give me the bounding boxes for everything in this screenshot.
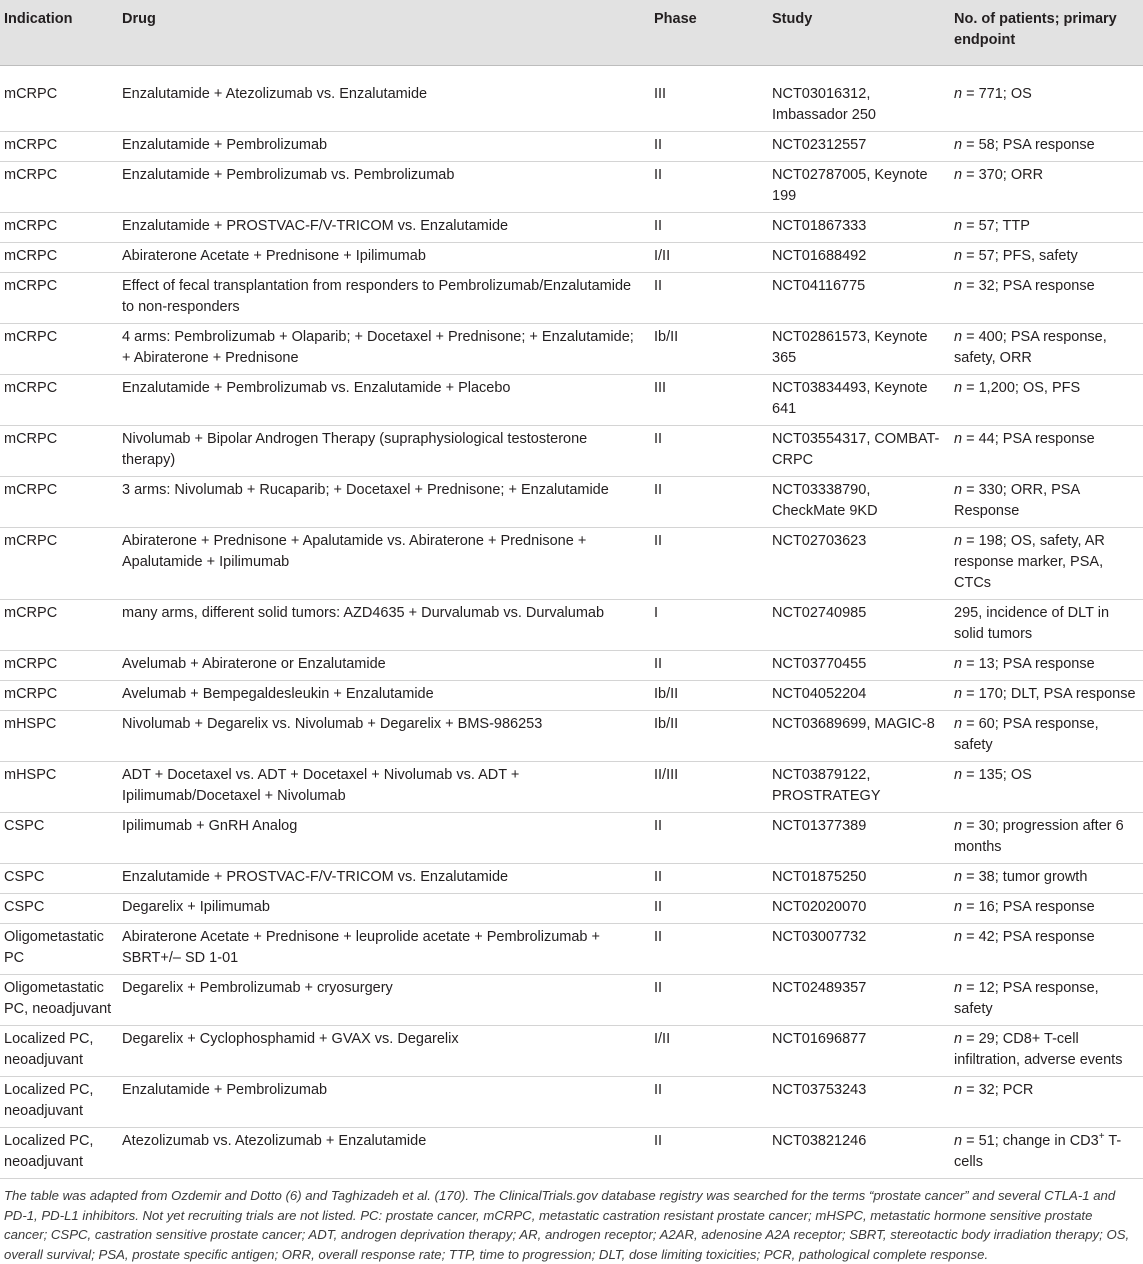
endpoint-text: = 51; change in CD3 [962, 1133, 1099, 1149]
cell-indication: mCRPC [0, 477, 118, 528]
patient-count-symbol: n [954, 716, 963, 732]
patient-count-symbol: n [954, 980, 963, 996]
cell-indication: mCRPC [0, 162, 118, 213]
cell-study: NCT03821246 [768, 1128, 950, 1179]
patient-count-symbol: n [954, 329, 963, 345]
table-row [0, 762, 1143, 813]
table-row [0, 711, 1143, 762]
table-row [0, 1077, 1143, 1128]
patient-count-symbol: n [954, 533, 963, 549]
cell-patients-endpoint [950, 162, 1143, 213]
cell-patients-endpoint [950, 711, 1143, 762]
cell-study: NCT02787005, Keynote 199 [768, 162, 950, 213]
table-row [0, 66, 1143, 132]
cell-patients-endpoint [950, 1077, 1143, 1128]
cell-patients-endpoint [950, 762, 1143, 813]
endpoint-text: = 38; tumor growth [962, 869, 1088, 885]
cell-phase: III [650, 375, 768, 426]
cell-study: NCT03554317, COMBAT-CRPC [768, 426, 950, 477]
table-row [0, 162, 1143, 213]
cell-phase: II/III [650, 762, 768, 813]
cell-drug: Degarelix + Ipilimumab [118, 894, 650, 924]
patient-count-symbol: n [954, 929, 963, 945]
cell-patients-endpoint [950, 213, 1143, 243]
endpoint-text: = 170; DLT, PSA response [962, 686, 1136, 702]
endpoint-text: = 198; OS, safety, AR response marker, PSA, CTCs [954, 533, 1105, 591]
cell-drug: Ipilimumab + GnRH Analog [118, 813, 650, 864]
cell-phase: II [650, 213, 768, 243]
cell-study: NCT01688492 [768, 243, 950, 273]
cell-patients-endpoint [950, 864, 1143, 894]
endpoint-text: = 42; PSA response [962, 929, 1095, 945]
table-row [0, 528, 1143, 600]
cell-study: NCT02740985 [768, 600, 950, 651]
cell-study: NCT03834493, Keynote 641 [768, 375, 950, 426]
table-row [0, 132, 1143, 162]
cell-patients-endpoint [950, 1128, 1143, 1179]
table-row [0, 681, 1143, 711]
cell-phase: II [650, 162, 768, 213]
cell-indication: mCRPC [0, 324, 118, 375]
endpoint-text: = 60; PSA response, safety [954, 716, 1099, 753]
cell-phase: II [650, 1077, 768, 1128]
endpoint-text: = 58; PSA response [962, 137, 1095, 153]
cell-study: NCT04116775 [768, 273, 950, 324]
cell-indication: mCRPC [0, 681, 118, 711]
patient-count-symbol: n [954, 1031, 963, 1047]
cell-phase: I/II [650, 1026, 768, 1077]
cell-phase: I [650, 600, 768, 651]
cell-indication: mCRPC [0, 600, 118, 651]
cell-phase: II [650, 894, 768, 924]
patient-count-symbol: n [954, 656, 963, 672]
cell-drug: 3 arms: Nivolumab + Rucaparib; + Docetaxel + Prednisone; + Enzalutamide [118, 477, 650, 528]
table-row [0, 324, 1143, 375]
patient-count-symbol: n [954, 686, 963, 702]
patient-count-symbol: n [954, 431, 963, 447]
cell-study: NCT03016312, Imbassador 250 [768, 66, 950, 132]
cell-patients-endpoint [950, 651, 1143, 681]
cell-drug: Abiraterone + Prednisone + Apalutamide vs. Abiraterone + Prednisone + Apalutamide + Ipilimumab [118, 528, 650, 600]
cell-drug: Degarelix + Pembrolizumab + cryosurgery [118, 975, 650, 1026]
cell-patients-endpoint [950, 273, 1143, 324]
header-row [0, 0, 1143, 66]
table-row [0, 651, 1143, 681]
cell-drug: Enzalutamide + PROSTVAC-F/V-TRICOM vs. Enzalutamide [118, 213, 650, 243]
cell-study: NCT03753243 [768, 1077, 950, 1128]
table-row [0, 924, 1143, 975]
cell-drug: Enzalutamide + Atezolizumab vs. Enzalutamide [118, 66, 650, 132]
cell-study: NCT02861573, Keynote 365 [768, 324, 950, 375]
patient-count-symbol: n [954, 1133, 963, 1149]
cell-indication: Localized PC, neoadjuvant [0, 1128, 118, 1179]
cell-indication: mCRPC [0, 375, 118, 426]
cell-patients-endpoint [950, 243, 1143, 273]
header-indication: Indication [0, 0, 118, 66]
cell-indication: mCRPC [0, 273, 118, 324]
cell-study: NCT01377389 [768, 813, 950, 864]
table-row [0, 864, 1143, 894]
cell-phase: II [650, 528, 768, 600]
patient-count-symbol: n [954, 1082, 963, 1098]
patient-count-symbol: n [954, 380, 963, 396]
endpoint-text: = 57; TTP [962, 218, 1030, 234]
cell-phase: Ib/II [650, 711, 768, 762]
cell-drug: Effect of fecal transplantation from responders to Pembrolizumab/Enzalutamide to non-responders [118, 273, 650, 324]
table-row [0, 213, 1143, 243]
cell-indication: Oligometastatic PC, neoadjuvant [0, 975, 118, 1026]
cell-patients-endpoint [950, 924, 1143, 975]
table-row [0, 375, 1143, 426]
patient-count-symbol: n [954, 248, 963, 264]
cell-drug: Avelumab + Abiraterone or Enzalutamide [118, 651, 650, 681]
cell-patients-endpoint [950, 975, 1143, 1026]
header-drug: Drug [118, 0, 650, 66]
cell-patients-endpoint [950, 894, 1143, 924]
patient-count-symbol: n [954, 482, 963, 498]
patient-count-symbol: n [954, 767, 963, 783]
cell-study: NCT03689699, MAGIC-8 [768, 711, 950, 762]
cell-drug: Nivolumab + Bipolar Androgen Therapy (supraphysiological testosterone therapy) [118, 426, 650, 477]
cell-phase: II [650, 924, 768, 975]
cell-drug: Nivolumab + Degarelix vs. Nivolumab + Degarelix + BMS-986253 [118, 711, 650, 762]
table-row [0, 426, 1143, 477]
endpoint-text-tail: T-cells [954, 1133, 1122, 1170]
patient-count-symbol: n [954, 869, 963, 885]
cell-drug: Atezolizumab vs. Atezolizumab + Enzalutamide [118, 1128, 650, 1179]
cell-indication: mCRPC [0, 243, 118, 273]
table-row [0, 813, 1143, 864]
cell-phase: II [650, 975, 768, 1026]
patient-count-symbol: n [954, 86, 963, 102]
superscript: + [1098, 1131, 1105, 1143]
endpoint-text: = 29; CD8+ T-cell infiltration, adverse events [954, 1031, 1123, 1068]
cell-phase: II [650, 651, 768, 681]
cell-indication: mCRPC [0, 426, 118, 477]
table-row [0, 1026, 1143, 1077]
cell-phase: III [650, 66, 768, 132]
cell-indication: mHSPC [0, 762, 118, 813]
endpoint-text: = 30; progression after 6 months [954, 818, 1124, 855]
cell-phase: II [650, 813, 768, 864]
cell-phase: II [650, 477, 768, 528]
endpoint-text: = 57; PFS, safety [962, 248, 1078, 264]
cell-drug: Enzalutamide + Pembrolizumab vs. Pembrolizumab [118, 162, 650, 213]
header-phase: Phase [650, 0, 768, 66]
cell-drug: Enzalutamide + Pembrolizumab [118, 1077, 650, 1128]
cell-indication: mHSPC [0, 711, 118, 762]
patient-count-symbol: n [954, 818, 963, 834]
cell-study: NCT02703623 [768, 528, 950, 600]
cell-drug: Enzalutamide + PROSTVAC-F/V-TRICOM vs. Enzalutamide [118, 864, 650, 894]
patient-count-symbol: n [954, 218, 963, 234]
patient-count-symbol: n [954, 137, 963, 153]
cell-indication: mCRPC [0, 66, 118, 132]
endpoint-text: = 32; PSA response [962, 278, 1095, 294]
table-footnote: The table was adapted from Ozdemir and Dotto (6) and Taghizadeh et al. (170). The ClinicalTrials.gov database registry was searched for the terms “prostate cancer” and several CTLA-1 and PD-1, PD-L1 inhibitors. Not yet recruiting trials are not listed. PC: prostate cancer, mCRPC, metastatic castration resistant prostate cancer; mHSPC, metastatic hormone sensitive prostate cancer; CSPC, castration sensitive prostate cancer; ADT, androgen deprivation therapy; AR, androgen receptor; A2AR, adenosine A2A receptor; SBRT, stereotactic body irradiation therapy; OS, overall survival; PSA, prostate specific antigen; ORR, overall response rate; TTP, time to progression; DLT, dose limiting toxicities; PCR, pathological complete response. [4, 1188, 1130, 1262]
cell-study: NCT03007732 [768, 924, 950, 975]
cell-study: NCT02020070 [768, 894, 950, 924]
patient-count-symbol: n [954, 899, 963, 915]
cell-patients-endpoint [950, 1026, 1143, 1077]
cell-study: NCT01867333 [768, 213, 950, 243]
table-row [0, 243, 1143, 273]
cell-phase: Ib/II [650, 324, 768, 375]
cell-phase: II [650, 273, 768, 324]
cell-drug: Abiraterone Acetate + Prednisone + leuprolide acetate + Pembrolizumab + SBRT+/– SD 1-01 [118, 924, 650, 975]
cell-drug: 4 arms: Pembrolizumab + Olaparib; + Docetaxel + Prednisone; + Enzalutamide; + Abiraterone + Prednisone [118, 324, 650, 375]
cell-patients-endpoint [950, 375, 1143, 426]
cell-phase: II [650, 1128, 768, 1179]
cell-patients-endpoint [950, 324, 1143, 375]
endpoint-text: = 16; PSA response [962, 899, 1095, 915]
cell-phase: I/II [650, 243, 768, 273]
table-row [0, 273, 1143, 324]
cell-indication: mCRPC [0, 651, 118, 681]
endpoint-text: = 12; PSA response, safety [954, 980, 1099, 1017]
header-patients-endpoint: No. of patients; primary endpoint [950, 0, 1143, 66]
patient-count-symbol: n [954, 167, 963, 183]
cell-patients-endpoint [950, 66, 1143, 132]
endpoint-text: = 13; PSA response [962, 656, 1095, 672]
table-row [0, 975, 1143, 1026]
table-header [0, 0, 1143, 66]
cell-phase: Ib/II [650, 681, 768, 711]
cell-indication: Localized PC, neoadjuvant [0, 1077, 118, 1128]
endpoint-text: = 771; OS [962, 86, 1032, 102]
cell-indication: CSPC [0, 864, 118, 894]
endpoint-text: 295, incidence of DLT in solid tumors [954, 605, 1110, 642]
cell-phase: II [650, 132, 768, 162]
endpoint-text: = 330; ORR, PSA Response [954, 482, 1080, 519]
cell-study: NCT01696877 [768, 1026, 950, 1077]
cell-indication: mCRPC [0, 213, 118, 243]
table-row [0, 477, 1143, 528]
cell-indication: CSPC [0, 813, 118, 864]
cell-drug: Enzalutamide + Pembrolizumab vs. Enzalutamide + Placebo [118, 375, 650, 426]
table-row [0, 600, 1143, 651]
header-study: Study [768, 0, 950, 66]
endpoint-text: = 400; PSA response, safety, ORR [954, 329, 1107, 366]
cell-patients-endpoint [950, 681, 1143, 711]
cell-indication: mCRPC [0, 528, 118, 600]
cell-indication: Localized PC, neoadjuvant [0, 1026, 118, 1077]
cell-patients-endpoint [950, 813, 1143, 864]
cell-drug: many arms, different solid tumors: AZD4635 + Durvalumab vs. Durvalumab [118, 600, 650, 651]
cell-drug: Abiraterone Acetate + Prednisone + Ipilimumab [118, 243, 650, 273]
cell-drug: Enzalutamide + Pembrolizumab [118, 132, 650, 162]
endpoint-text: = 1,200; OS, PFS [962, 380, 1081, 396]
cell-patients-endpoint [950, 528, 1143, 600]
table-row [0, 1128, 1143, 1179]
cell-study: NCT01875250 [768, 864, 950, 894]
cell-study: NCT02312557 [768, 132, 950, 162]
patient-count-symbol: n [954, 278, 963, 294]
cell-drug: Avelumab + Bempegaldesleukin + Enzalutamide [118, 681, 650, 711]
cell-study: NCT02489357 [768, 975, 950, 1026]
cell-study: NCT03770455 [768, 651, 950, 681]
cell-patients-endpoint [950, 600, 1143, 651]
endpoint-text: = 44; PSA response [962, 431, 1095, 447]
cell-study: NCT04052204 [768, 681, 950, 711]
cell-phase: II [650, 426, 768, 477]
cell-study: NCT03879122, PROSTRATEGY [768, 762, 950, 813]
endpoint-text: = 370; ORR [962, 167, 1044, 183]
cell-patients-endpoint [950, 426, 1143, 477]
cell-drug: Degarelix + Cyclophosphamid + GVAX vs. Degarelix [118, 1026, 650, 1077]
cell-phase: II [650, 864, 768, 894]
cell-patients-endpoint [950, 132, 1143, 162]
endpoint-text: = 32; PCR [962, 1082, 1034, 1098]
table-body [0, 66, 1143, 1179]
cell-indication: Oligometastatic PC [0, 924, 118, 975]
endpoint-text: = 135; OS [962, 767, 1032, 783]
cell-study: NCT03338790, CheckMate 9KD [768, 477, 950, 528]
table-row [0, 894, 1143, 924]
cell-patients-endpoint [950, 477, 1143, 528]
cell-indication: CSPC [0, 894, 118, 924]
cell-drug: ADT + Docetaxel vs. ADT + Docetaxel + Nivolumab vs. ADT + Ipilimumab/Docetaxel + Nivolumab [118, 762, 650, 813]
cell-indication: mCRPC [0, 132, 118, 162]
